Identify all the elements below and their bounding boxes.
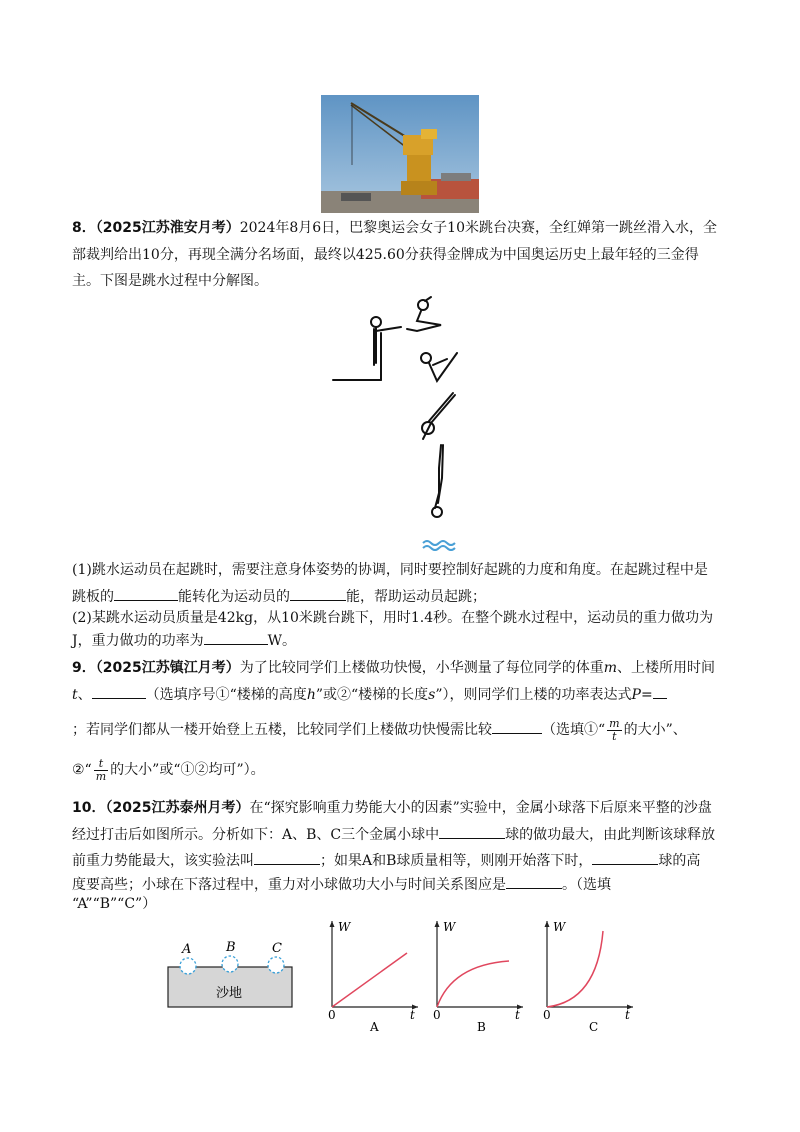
frac2-num: t <box>94 758 108 771</box>
q10-line-1 <box>72 798 712 818</box>
q8-p2-line-2 <box>72 630 296 651</box>
q8-blank-2[interactable] <box>290 586 346 601</box>
q9-blank-3[interactable] <box>492 719 542 734</box>
q9-text-3c: 的大小”、 <box>623 722 687 738</box>
q10-blank-4[interactable] <box>506 874 562 889</box>
q8-blank-3[interactable] <box>204 630 268 645</box>
graph-C-ylabel: W <box>553 920 566 934</box>
q10-line-5: “A”“B”“C”） <box>72 896 157 912</box>
q9-text-4a: ②“ <box>72 762 92 778</box>
q8-text-1: 2024年8月6日，巴黎奥运会女子10米跳台决赛，全红婵第一跳丝滑入水，全 <box>239 220 717 236</box>
q8-p2-text-a: J，重力做功的功率为 <box>72 633 204 649</box>
q9-text-2b: （选填序号①“楼梯的高度 <box>145 687 307 703</box>
q8-source: （2025江苏淮安月考） <box>95 220 240 236</box>
q9-line-3 <box>72 717 687 743</box>
q10-blank-3[interactable] <box>592 850 658 865</box>
q10-blank-1[interactable] <box>439 824 505 839</box>
q8-p1-text-a: 跳板的 <box>72 589 114 605</box>
q10-text-2a: 经过打击后如图所示。分析如下：A、B、C三个金属小球中 <box>72 827 440 843</box>
frac1-den: t <box>612 729 617 743</box>
q10-source: （2025江苏泰州月考） <box>105 800 250 816</box>
frac1-num: m <box>609 716 620 730</box>
q8-line-2: 部裁判给出10分，再现全满分名场面，最终以425.60分获得金牌成为中国奥运历史上最年轻的三金得 <box>72 247 699 263</box>
q10-text-4b: 。（选填 <box>562 877 611 893</box>
graph-B-xlabel: t <box>515 1008 520 1022</box>
q10-text-4a: 度要高些；小球在下落过程中，重力对小球做功大小与时间关系图应是 <box>72 877 506 893</box>
q9-text-1b: 、上楼所用时间 <box>617 660 715 676</box>
q10-text-1: 在“探究影响重力势能大小的因素”实验中，金属小球落下后原来平整的沙盘 <box>249 800 712 816</box>
q10-text-3b: ；如果A和B球质量相等，则刚开始落下时， <box>320 853 593 869</box>
q8-blank-1[interactable] <box>114 586 178 601</box>
q9-text-1: 为了比较同学们上楼做功快慢，小华测量了每位同学的体重 <box>239 660 604 676</box>
q9-var-t: t <box>72 687 78 703</box>
q9-var-m: m <box>603 660 617 676</box>
graph-C-origin: 0 <box>543 1008 551 1022</box>
graph-A-origin: 0 <box>328 1008 336 1022</box>
q8-p1-text-b: 能转化为运动员的 <box>178 589 290 605</box>
sand-label: 沙地 <box>216 986 243 1001</box>
diving-sequence-figure <box>325 293 475 553</box>
graph-A-caption: A <box>370 1020 379 1034</box>
q9-text-2d: ”），则同学们上楼的功率表达式 <box>435 687 632 703</box>
q8-p2-line-1: (2)某跳水运动员质量是42kg，从10米跳台跳下，用时1.4秒。在整个跳水过程中，运动员的重力做功为 <box>72 610 714 626</box>
q9-line-1 <box>72 658 715 678</box>
graph-B <box>427 915 527 1035</box>
q10-line-2 <box>72 824 715 845</box>
q9-line-2 <box>72 684 667 705</box>
graph-C <box>537 915 637 1035</box>
crane-photo <box>321 95 479 213</box>
q9-number: 9． <box>72 660 96 676</box>
q9-fraction-m-over-t <box>607 718 621 743</box>
q8-line-3: 主。下图是跳水过程中分解图。 <box>72 273 268 289</box>
q10-line-4 <box>72 874 611 895</box>
graph-B-ylabel: W <box>443 920 456 934</box>
q10-blank-2[interactable] <box>254 850 320 865</box>
graph-A-xlabel: t <box>410 1008 415 1022</box>
q9-line-4 <box>72 757 265 783</box>
graph-A <box>322 915 422 1035</box>
graph-B-origin: 0 <box>433 1008 441 1022</box>
graph-B-caption: B <box>477 1020 486 1034</box>
q10-line-3 <box>72 850 700 871</box>
q8-p2-text-b: W。 <box>267 633 297 649</box>
q9-text-2a: 、 <box>77 687 92 703</box>
ball-label-A: A <box>182 942 192 957</box>
ball-label-B: B <box>226 940 236 955</box>
q9-blank-2[interactable] <box>653 684 667 699</box>
q10-number: 10． <box>72 800 106 816</box>
q9-text-3a: ；若同学们都从一楼开始登上五楼，比较同学们上楼做功快慢需比较 <box>72 722 492 738</box>
q8-p1-line-1: (1)跳水运动员在起跳时，需要注意身体姿势的协调，同时要控制好起跳的力度和角度。在起跳过程中是 <box>72 562 708 578</box>
graph-C-caption: C <box>589 1020 599 1034</box>
q9-var-s: s <box>428 687 436 703</box>
q9-text-4b: 的大小”或“①②均可”）。 <box>110 762 265 778</box>
q8-p1-line-2 <box>72 586 486 607</box>
q9-var-P: P <box>631 687 641 703</box>
q9-text-3b: （选填①“ <box>542 722 606 738</box>
q9-blank-1[interactable] <box>92 684 146 699</box>
q9-eq: = <box>640 687 653 703</box>
q8-line-1 <box>72 218 717 238</box>
q8-p1-text-c: 能，帮助运动员起跳； <box>346 589 486 605</box>
q9-var-h: h <box>306 687 316 703</box>
ball-label-C: C <box>272 941 282 956</box>
graph-C-xlabel: t <box>625 1008 630 1022</box>
q9-source: （2025江苏镇江月考） <box>95 660 240 676</box>
q10-text-2b: 球的做功最大，由此判断该球释放 <box>505 827 716 843</box>
q8-number: 8． <box>72 220 96 236</box>
frac2-den: m <box>95 769 107 783</box>
graph-A-ylabel: W <box>338 920 351 934</box>
q9-text-2c: ”或②“楼梯的长度 <box>315 687 429 703</box>
q10-text-3a: 前重力势能最大，该实验法叫 <box>72 853 254 869</box>
q10-text-3c: 球的高 <box>658 853 701 869</box>
q9-fraction-t-over-m <box>94 758 108 783</box>
sand-tray-figure <box>160 935 300 1015</box>
